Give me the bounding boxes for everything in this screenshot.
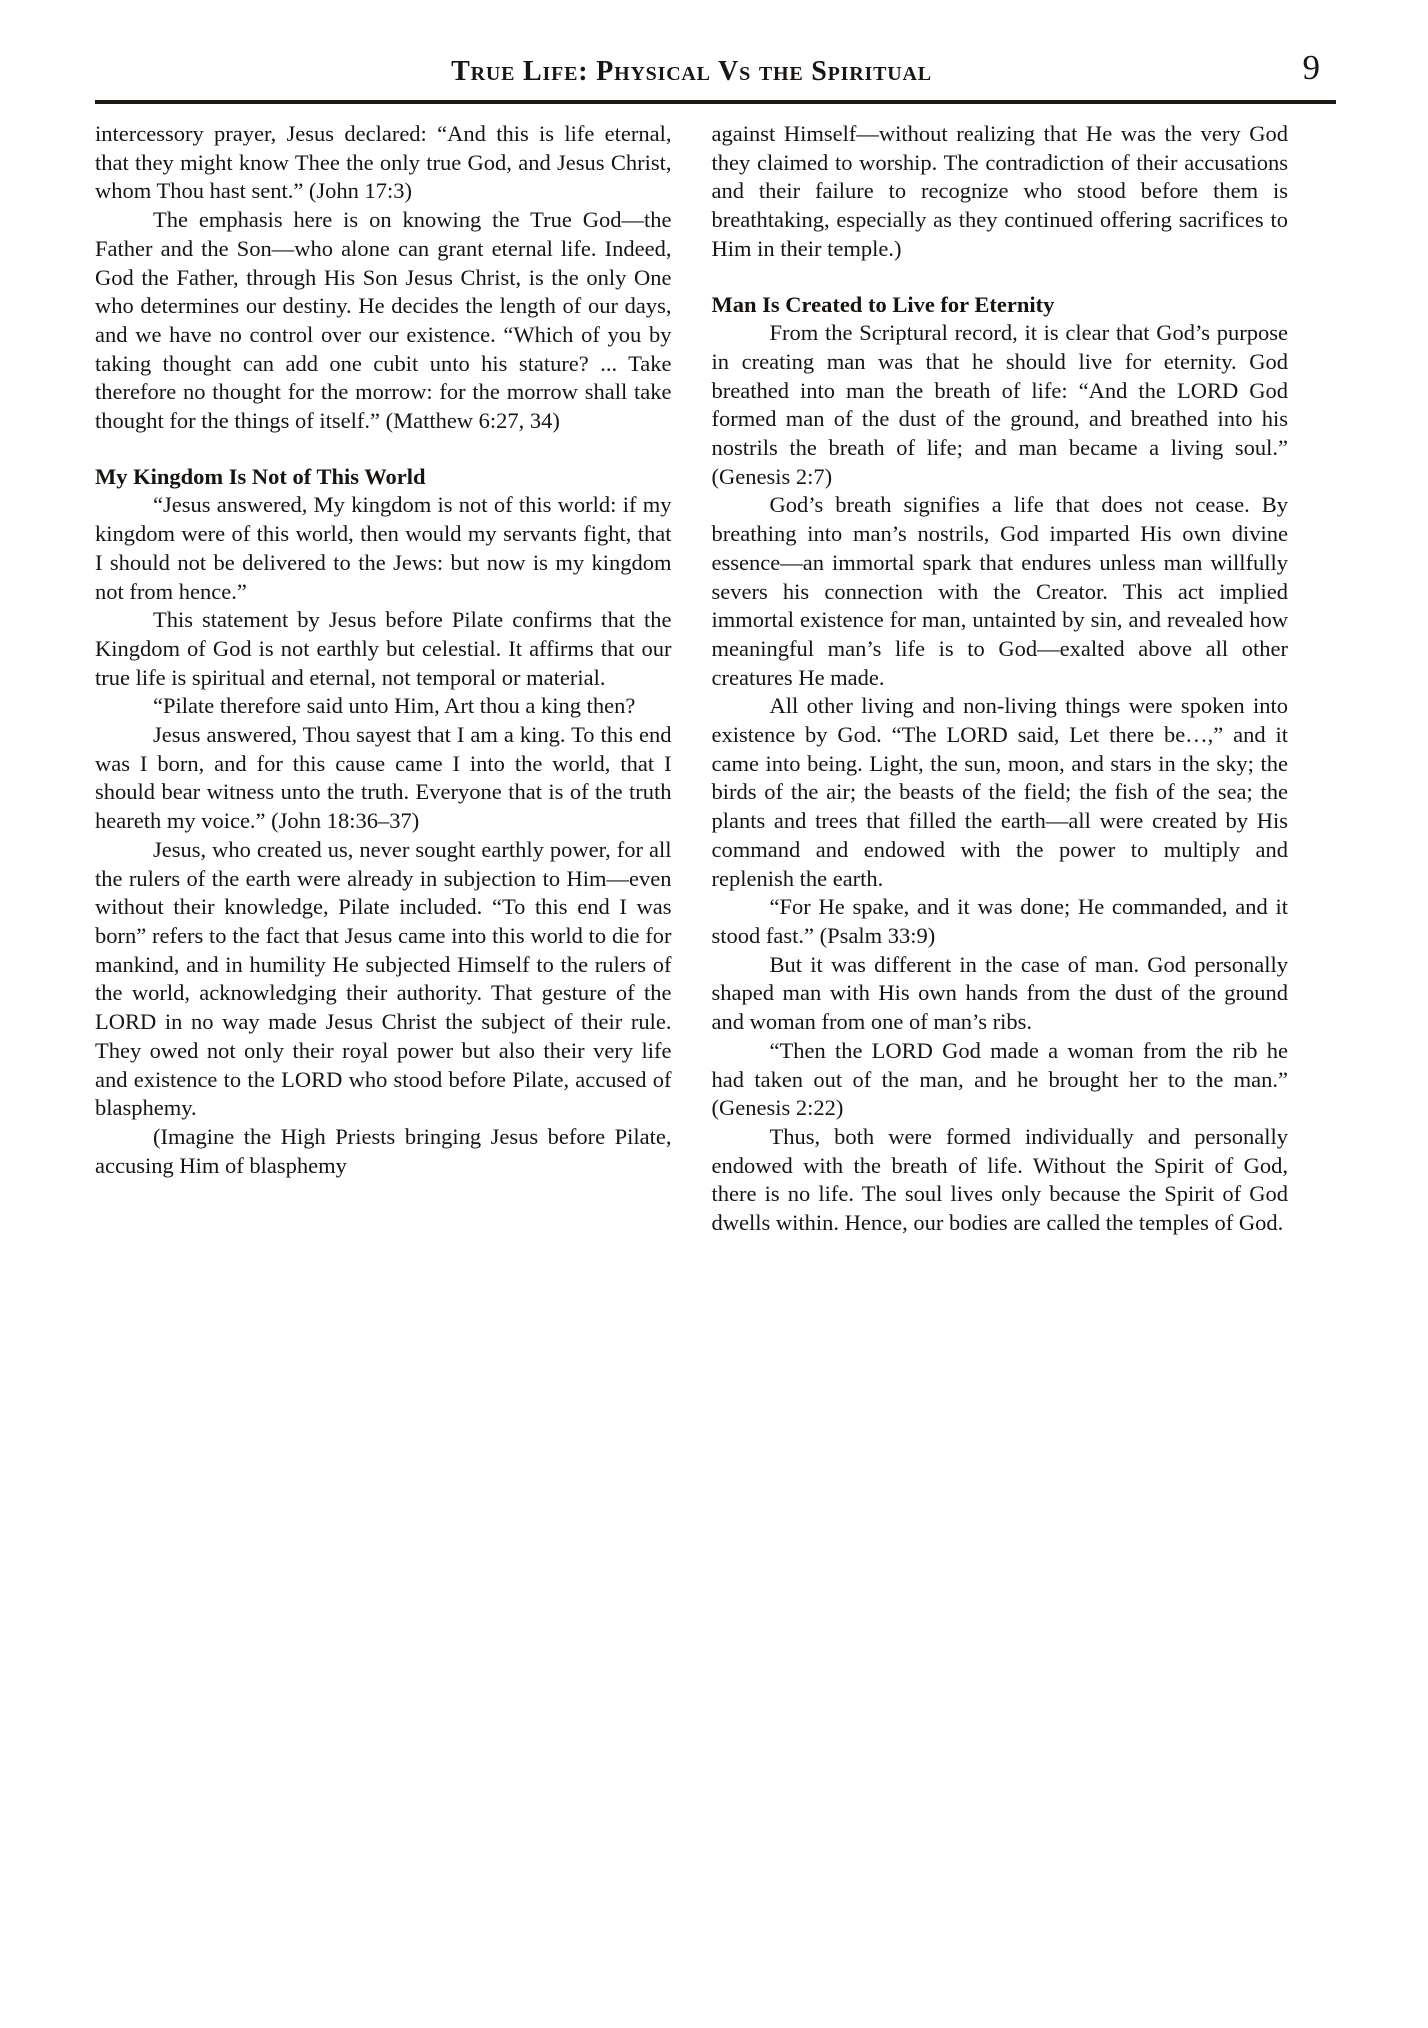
- text-columns: [95, 120, 1288, 1238]
- paragraph: Jesus, who created us, never sought earthly power, for all the rulers of the earth were already in subjection to Him—even without their knowledge, Pilate included. “To this end I was born” refers to the fact that Jesus came into this world to die for mankind, and in humility He subjected Himself to the rulers of the world, acknowledging their authority. That gesture of the LORD in no way made Jesus Christ the subject of their rule. They owed not only their royal power but also their very life and existence to the LORD who stood before Pilate, accused of blasphemy.: [95, 836, 672, 1121]
- paragraph: intercessory prayer, Jesus declared: “And this is life eternal, that they might know Thee the only true God, and Jesus Christ, whom Thou hast sent.” (John 17:3): [95, 121, 672, 204]
- paragraph: “Jesus answered, My kingdom is not of this world: if my kingdom were of this world, then would my servants fight, that I should not be delivered to the Jews: but now is my kingdom not from hence.”: [95, 492, 672, 604]
- header-rule: [95, 100, 1336, 104]
- section-heading: My Kingdom Is Not of This World: [95, 463, 426, 489]
- paragraph: All other living and non-living things were spoken into existence by God. “The LORD said, Let there be…,” and it came into being. Light, the sun, moon, and stars in the sky; the birds of the air; the beasts of the field; the fish of the sea; the plants and trees that filled the earth—all were created by His command and endowed with the power to multiply and replenish the earth.: [711, 693, 1288, 891]
- page-header: [95, 46, 1320, 98]
- left-column: [95, 120, 672, 1238]
- page-number: 9: [1302, 48, 1320, 87]
- paragraph: against Himself—without realizing that He was the very God they claimed to worship. The contradiction of their accusations and their failure to recognize who stood before them is breathtaking, especially as they continued offering sacrifices to Him in their temple.): [711, 121, 1288, 261]
- paragraph: (Imagine the High Priests bringing Jesus before Pilate, accusing Him of blasphemy: [95, 1123, 672, 1178]
- paragraph: Jesus answered, Thou sayest that I am a king. To this end was I born, and for this cause came I into the world, that I should bear witness unto the truth. Everyone that is of the truth heareth my voice.” (John 18:36–37): [95, 722, 672, 834]
- paragraph: “Pilate therefore said unto Him, Art thou a king then?: [153, 693, 636, 719]
- paragraph: This statement by Jesus before Pilate confirms that the Kingdom of God is not earthly but celestial. It affirms that our true life is spiritual and eternal, not temporal or material.: [95, 607, 672, 690]
- paragraph: From the Scriptural record, it is clear that God’s purpose in creating man was that he should live for eternity. God breathed into man the breath of life: “And the LORD God formed man of the dust of the ground, and breathed into his nostrils the breath of life; and man became a living soul.” (Genesis 2:7): [711, 320, 1288, 489]
- section-heading: Man Is Created to Live for Eternity: [711, 291, 1055, 317]
- paragraph: Thus, both were formed individually and personally endowed with the breath of life. Without the Spirit of God, there is no life. The soul lives only because the Spirit of God dwells within. Hence, our bodies are called the temples of God.: [711, 1123, 1288, 1236]
- page-title: True Life: Physical Vs the Spiritual: [451, 56, 932, 87]
- paragraph: The emphasis here is on knowing the True God—the Father and the Son—who alone can grant eternal life. Indeed, God the Father, through His Son Jesus Christ, is the only One who determines our destiny. He decides the length of our days, and we have no control over our existence. “Which of you by taking thought can add one cubit unto his stature? ... Take therefore no thought for the morrow: for the morrow shall take thought for the things of itself.” (Matthew 6:27, 34): [95, 207, 672, 434]
- paragraph: God’s breath signifies a life that does not cease. By breathing into man’s nostrils, God imparted His own divine essence—an immortal spark that endures unless man willfully severs his connection with the Creator. This act implied immortal existence for man, untainted by sin, and revealed how meaningful man’s life is to God—exalted above all other creatures He made.: [711, 492, 1288, 690]
- right-column: [712, 120, 1289, 1238]
- paragraph: “Then the LORD God made a woman from the rib he had taken out of the man, and he brought her to the man.” (Genesis 2:22): [711, 1037, 1288, 1121]
- paragraph: “For He spake, and it was done; He commanded, and it stood fast.” (Psalm 33:9): [711, 894, 1288, 948]
- paragraph: But it was different in the case of man. God personally shaped man with His own hands from the dust of the ground and woman from one of man’s ribs.: [711, 951, 1288, 1035]
